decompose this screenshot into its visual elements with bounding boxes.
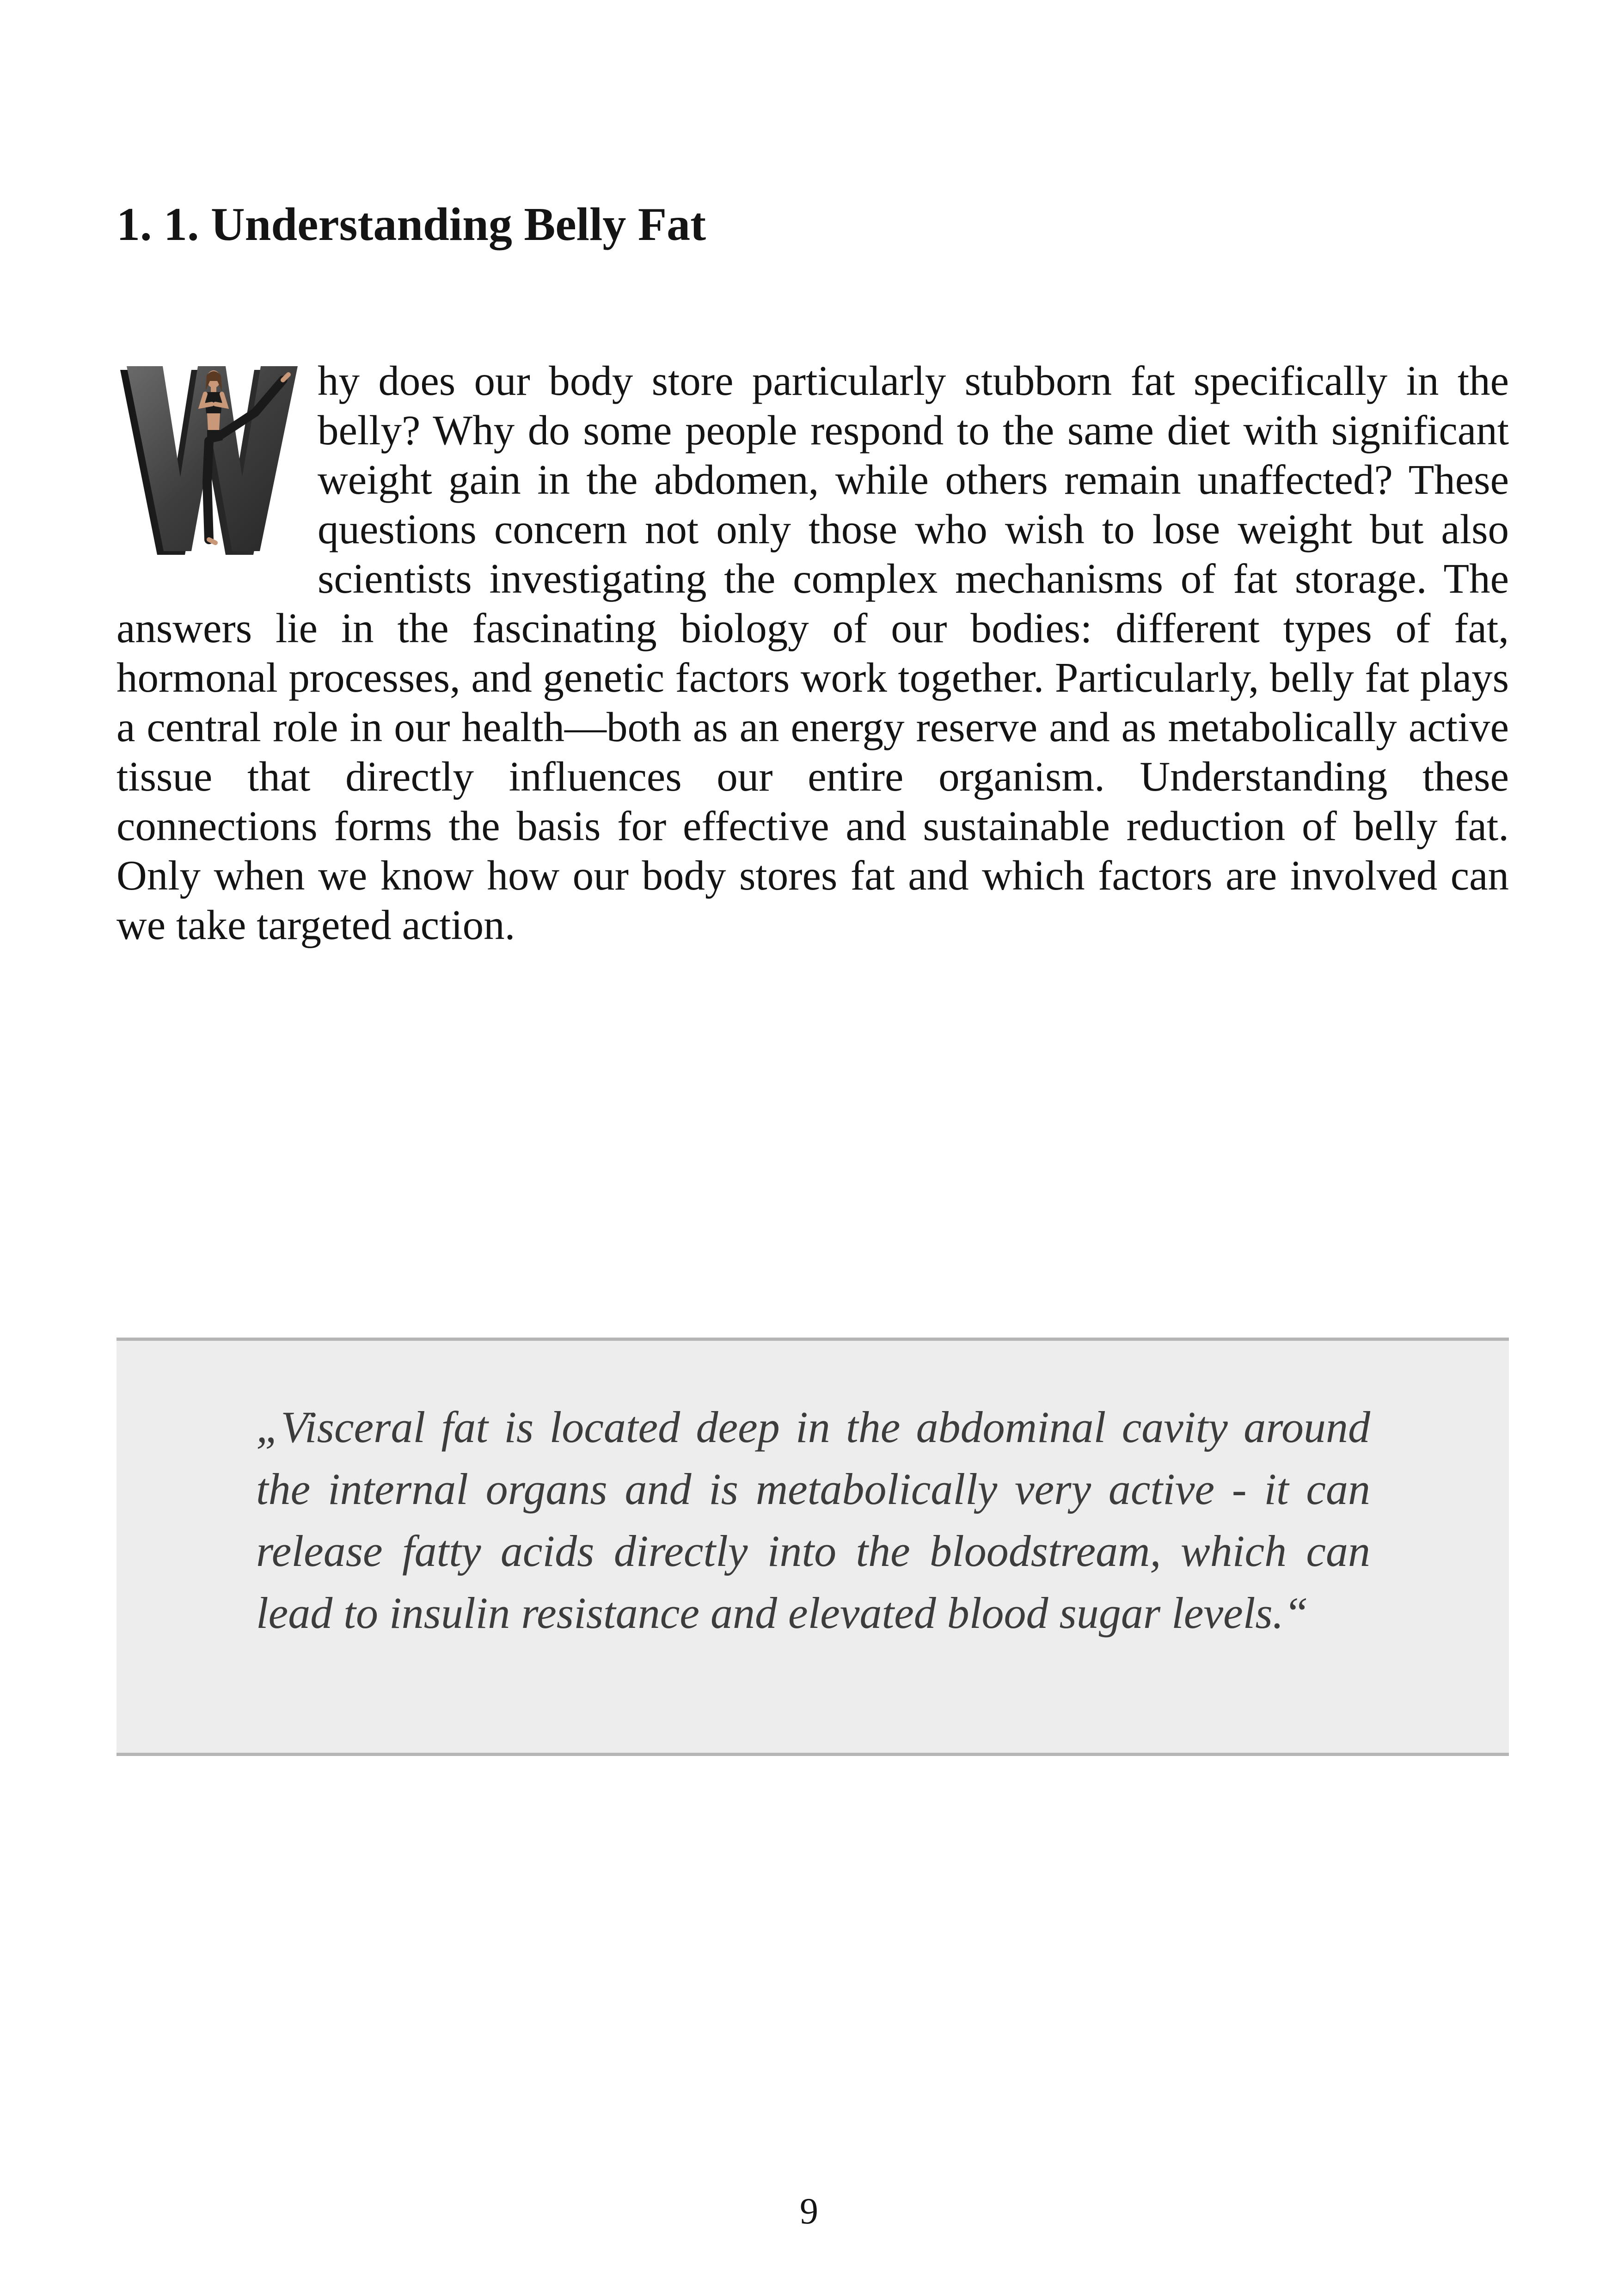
intro-text: hy does our body store particularly stubborn fat specifically in the belly? Why do some people respond to the same diet with significant weight gain in the abdomen, while others remain unaffected? These questions concern not only those who wish to lose weight but also scientists investigating the complex mechanisms of fat storage. The answers lie in the fascinating biology of our bodies: different types of fat, hormonal processes, and genetic factors work together. Particularly, belly fat plays a central role in our health—both as an energy reserve and as metabolically active tissue that directly influences our entire organism. Understanding these connections forms the basis for effective and sustainable reduction of belly fat. Only when we know how our body stores fat and which factors are involved can we take targeted action.	[116, 357, 1509, 948]
dropcap-w-image	[116, 362, 304, 556]
section-title: 1. 1. Understanding Belly Fat	[116, 198, 706, 251]
pull-quote-text: „Visceral fat is located deep in the abdominal cavity around the internal organs and is metabolically very active - it can release fatty acids directly into the bloodstream, which can lead to insulin resistance and elevated blood sugar levels.“	[256, 1402, 1370, 1638]
dropcap-w-illustration	[116, 362, 304, 556]
intro-paragraph	[116, 356, 1509, 950]
pull-quote-box	[116, 1338, 1509, 1756]
page-number: 9	[800, 2191, 818, 2232]
